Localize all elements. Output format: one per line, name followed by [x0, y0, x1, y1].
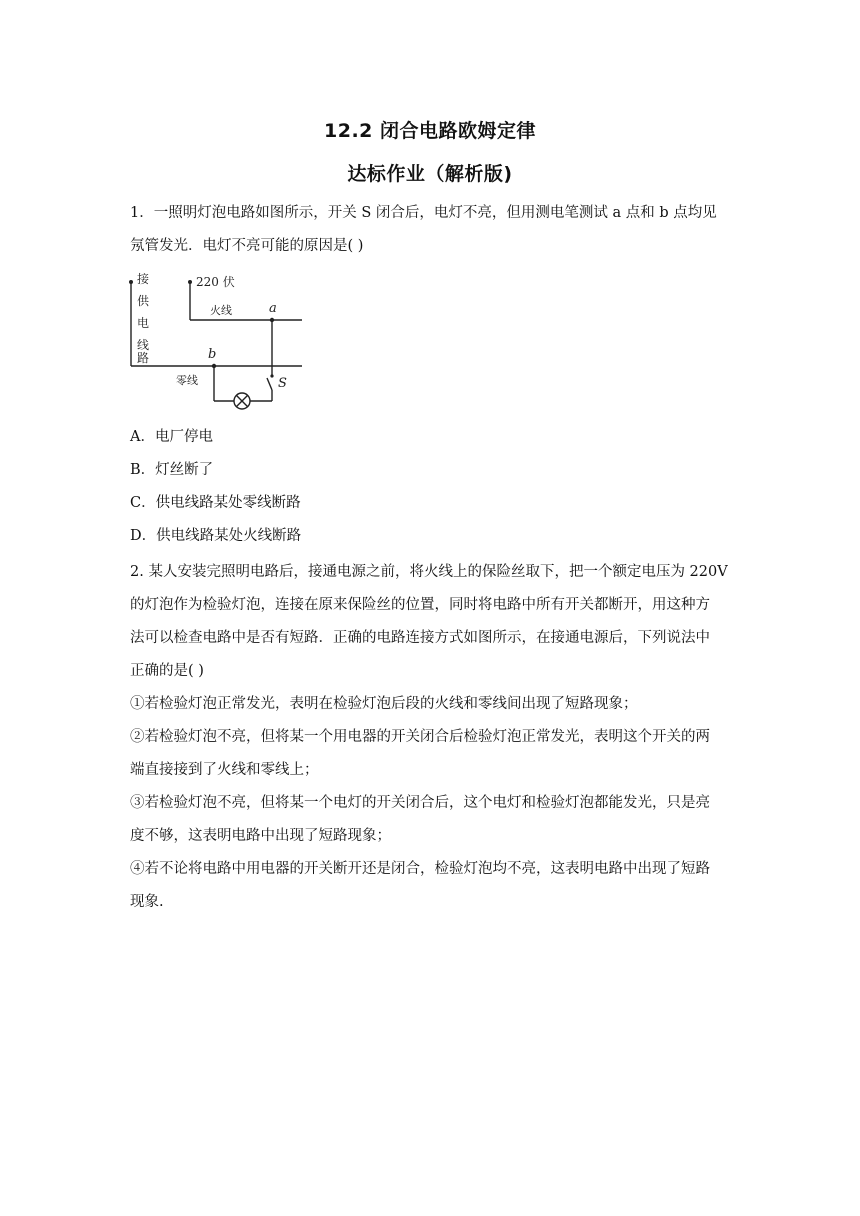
question-2 — [130, 556, 730, 919]
switch-label: S — [278, 376, 287, 391]
question-1-option-b: B．灯丝断了 — [130, 462, 214, 478]
question-1-option-d: D．供电线路某处火线断路 — [130, 528, 302, 544]
question-2-item-3: ③若检验灯泡不亮，但将某一个电灯的开关闭合后，这个电灯和检验灯泡都能发光，只是亮 — [130, 795, 710, 811]
question-2-stem-line: 的灯泡作为检验灯泡，连接在原来保险丝的位置，同时将电路中所有开关都断开，用这种方 — [130, 597, 710, 613]
point-a-dot — [270, 318, 274, 322]
page-subtitle: 达标作业（解析版) — [347, 163, 513, 185]
switch-contact — [270, 374, 273, 377]
supply-left-terminal — [129, 280, 133, 284]
supply-label-char: 路 — [137, 351, 150, 365]
question-2-stem-line: 法可以检查电路中是否有短路．正确的电路连接方式如图所示，在接通电源后，下列说法中 — [130, 630, 710, 646]
question-1-option-c: C．供电线路某处零线断路 — [130, 495, 301, 511]
question-2-item-2: ②若检验灯泡不亮，但将某一个用电器的开关闭合后检验灯泡正常发光，表明这个开关的两 — [130, 729, 710, 745]
question-2-stem-line: 2. 某人安装完照明电路后，接通电源之前，将火线上的保险丝取下，把一个额定电压为 220V — [130, 564, 728, 580]
supply-label-char: 线 — [137, 338, 150, 352]
supply-label-char: 接 — [137, 272, 150, 286]
question-1-option-a: A．电厂停电 — [130, 429, 213, 445]
question-1-stem — [130, 197, 730, 263]
question-2-item-4-cont: 现象. — [130, 894, 164, 910]
live-wire-label: 火线 — [210, 304, 232, 317]
voltage-label: 220 伏 — [196, 275, 235, 289]
page-title: 12.2 闭合电路欧姆定律 — [324, 120, 536, 142]
question-2-item-4: ④若不论将电路中用电器的开关断开还是闭合，检验灯泡均不亮，这表明电路中出现了短路 — [130, 861, 710, 877]
question-1-stem-line: 氖管发光．电灯不亮可能的原因是( ) — [130, 238, 364, 254]
supply-220-terminal — [188, 280, 192, 284]
question-1-stem-line: 1．一照明灯泡电路如图所示，开关 S 闭合后，电灯不亮，但用测电笔测试 a 点和 b 点均见 — [130, 205, 717, 221]
switch-blade — [267, 378, 272, 390]
question-2-item-1: ①若检验灯泡正常发光，表明在检验灯泡后段的火线和零线间出现了短路现象； — [130, 696, 638, 712]
question-2-item-3-cont: 度不够，这表明电路中出现了短路现象； — [130, 828, 391, 844]
circuit-diagram — [128, 270, 308, 416]
supply-label-char: 供 — [137, 294, 150, 308]
question-2-stem-line: 正确的是( ) — [130, 663, 204, 679]
point-b-dot — [212, 364, 216, 368]
neutral-wire-label: 零线 — [176, 374, 198, 387]
question-2-item-2-cont: 端直接接到了火线和零线上； — [130, 762, 319, 778]
point-b-label: b — [208, 347, 217, 362]
supply-label-char: 电 — [137, 316, 150, 330]
point-a-label: a — [269, 301, 277, 316]
